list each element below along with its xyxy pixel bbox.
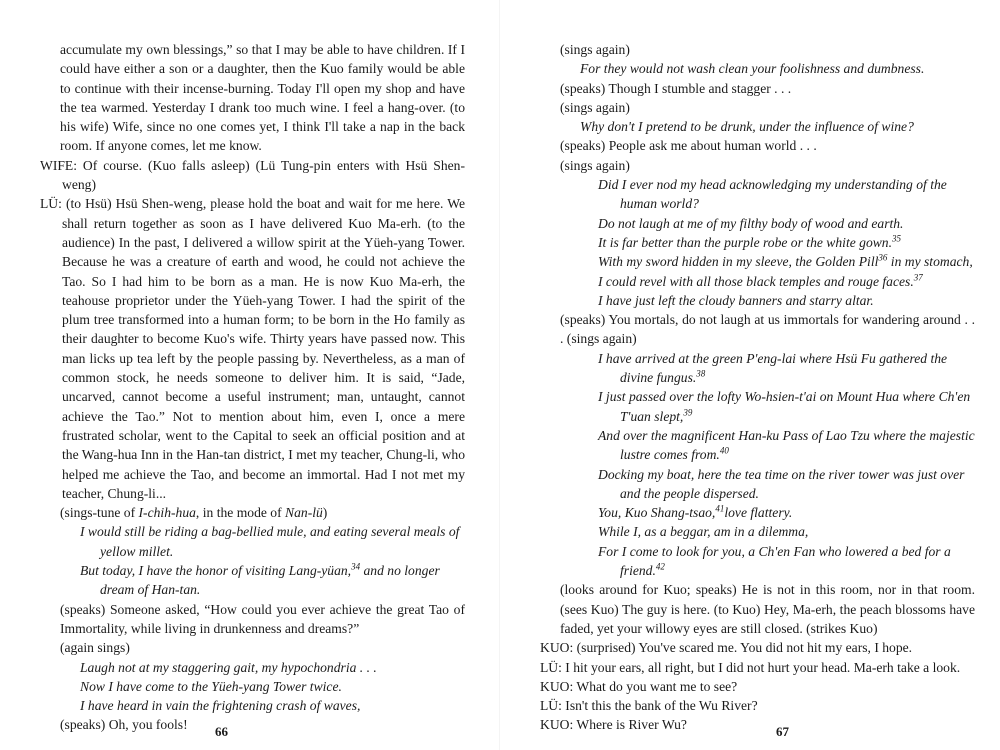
right-verse-line: For they would not wash clean your foolishness and dumbness. [580, 61, 925, 77]
left-verse-line: I have heard in vain the frightening crash of waves, [80, 698, 361, 714]
left-paragraph: accumulate my own blessings,” so that I may be able to have children. If I could have either a son or a daughter, then the Kuo family would be able to continue with their incense-burning. Today I'll open my shop and have the tea warmed. Yesterday I drank too much wine. I feel a hang-over. (to his wife) Wife, since no one comes yet, I think I'll take a nap in the back room. If anyone comes, let me know. [60, 42, 465, 154]
right-dialogue: KUO: (surprised) You've scared me. You did not hit my ears, I hope. [540, 640, 913, 656]
right-dialogue: KUO: What do you want me to see? [540, 678, 738, 694]
right-dialogue: KUO: Where is River Wu? [540, 717, 687, 733]
right-paragraph: (speaks) Though I stumble and stagger . . . [560, 80, 792, 96]
right-paragraph: (sings again) [560, 99, 630, 115]
right-verse-line: I have just left the cloudy banners and starry altar. [598, 292, 874, 308]
left-paragraph: LÜ: (to Hsü) Hsü Shen-weng, please hold the boat and wait for me here. We shall return together as soon as I have delivered Kuo Ma-erh. (to the audience) In the past, I delivered a willow spirit at the Yüeh-yang Tower. Because he was a creature of earth and wood, he could not achieve the Tao. So I had him to be born as a man. He is now Kuo Ma-erh, the teahouse proprietor under the Yüeh-yang Tower. I had the spirit of the plum tree transformed into a human form; to be born in the Ho family as their daughter to become Kuo's wife. Thirty years have passed now. This man licks up tea left by the people passing by. Nevertheless, as a man of common stock, he needs someone to deliver him. It is said, “Jade, uncarved, cannot become a useful instrument; man, untaught, cannot achieve the Tao.” Not to mention about him, even I, once a mere frustrated scholar, went to the Capital to seek an official position and at the Wang-hua Inn in the Han-tan district, I met my teacher, Chung-li, who helped me achieve the Tao, and become an immortal. Had I not met my teacher, Chung-li... [40, 196, 465, 501]
right-dialogue: LÜ: I hit your ears, all right, but I did not hurt your head. Ma-erh take a look. [540, 659, 961, 675]
right-page [500, 0, 1000, 750]
left-paragraph: (speaks) Someone asked, “How could you ever achieve the great Tao of Immortality, while living in drunkenness and dreams?” [60, 601, 465, 636]
left-paragraph: (again sings) [60, 640, 130, 656]
page-number-left: 66 [215, 724, 228, 739]
right-verse-line: I have arrived at the green P'eng-lai where Hsü Fu gathered the divine fungus.$^{38}$ [598, 350, 948, 386]
right-verse-line: With my sword hidden in my sleeve, the Golden Pill$^{36}$ in my stomach, [598, 252, 973, 270]
right-verse-line: And over the magnificent Han-ku Pass of Lao Tzu where the majestic lustre comes from.$^{40}$ [598, 427, 975, 463]
right-verse-line: For I come to look for you, a Ch'en Fan who lowered a bed for a friend.$^{42}$ [598, 543, 951, 579]
right-paragraph: (sings again) [560, 42, 630, 57]
page-number-right: 67 [776, 724, 789, 739]
left-verse-line: I would still be riding a bag-bellied mule, and eating several meals of yellow millet. [80, 524, 460, 559]
left-verse-line: Laugh not at my staggering gait, my hypochondria . . . [80, 659, 377, 675]
right-verse-line: I just passed over the lofty Wo-hsien-t'ai on Mount Hua where Ch'en T'uan slept,$^{39}$ [598, 389, 971, 424]
right-dialogue: LÜ: Isn't this the bank of the Wu River? [540, 698, 758, 714]
right-verse-line: You, Kuo Shang-tsao,$^{41}$love flattery. [598, 503, 793, 521]
right-verse-line: Do not laugh at me of my filthy body of wood and earth. [598, 215, 904, 231]
right-verse-line: While I, as a beggar, am in a dilemma, [598, 524, 809, 540]
left-paragraph: (speaks) Oh, you fools! [60, 717, 188, 733]
left-paragraph: WIFE: Of course. (Kuo falls asleep) (Lü Tung-pin enters with Hsü Shen-weng) [40, 157, 465, 193]
right-verse-line: Docking my boat, here the tea time on the river tower was just over and the people dispersed. [598, 466, 965, 501]
right-paragraph: (looks around for Kuo; speaks) He is not in this room, nor in that room. (sees Kuo) The guy is here. (to Kuo) Hey, Ma-erh, the peach blossoms have faded, yet your willowy eyes are still closed. (strikes Kuo) [560, 582, 975, 636]
right-paragraph: (speaks) You mortals, do not laugh at us immortals for wandering around . . . (sings again) [560, 312, 975, 347]
right-verse-line: I could revel with all those black temples and rouge faces.$^{37}$ [598, 272, 923, 289]
right-paragraph: (sings again) [560, 157, 630, 173]
left-text-column [40, 40, 465, 735]
right-verse-line: Did I ever nod my head acknowledging my understanding of the human world? [598, 177, 947, 212]
left-verse-line: Now I have come to the Yüeh-yang Tower twice. [80, 678, 342, 694]
left-verse-line: But today, I have the honor of visiting Lang-yüan,$^{34}$ and no longer dream of Han-tan. [80, 561, 440, 598]
left-paragraph: (sings-tune of I-chih-hua, in the mode of Nan-lü) [60, 505, 328, 521]
right-paragraph: (speaks) People ask me about human world . . . [560, 138, 817, 154]
right-text-column [540, 40, 975, 735]
right-verse-line: Why don't I pretend to be drunk, under the influence of wine? [580, 119, 914, 135]
right-verse-line: It is far better than the purple robe or the white gown.$^{35}$ [598, 233, 902, 250]
